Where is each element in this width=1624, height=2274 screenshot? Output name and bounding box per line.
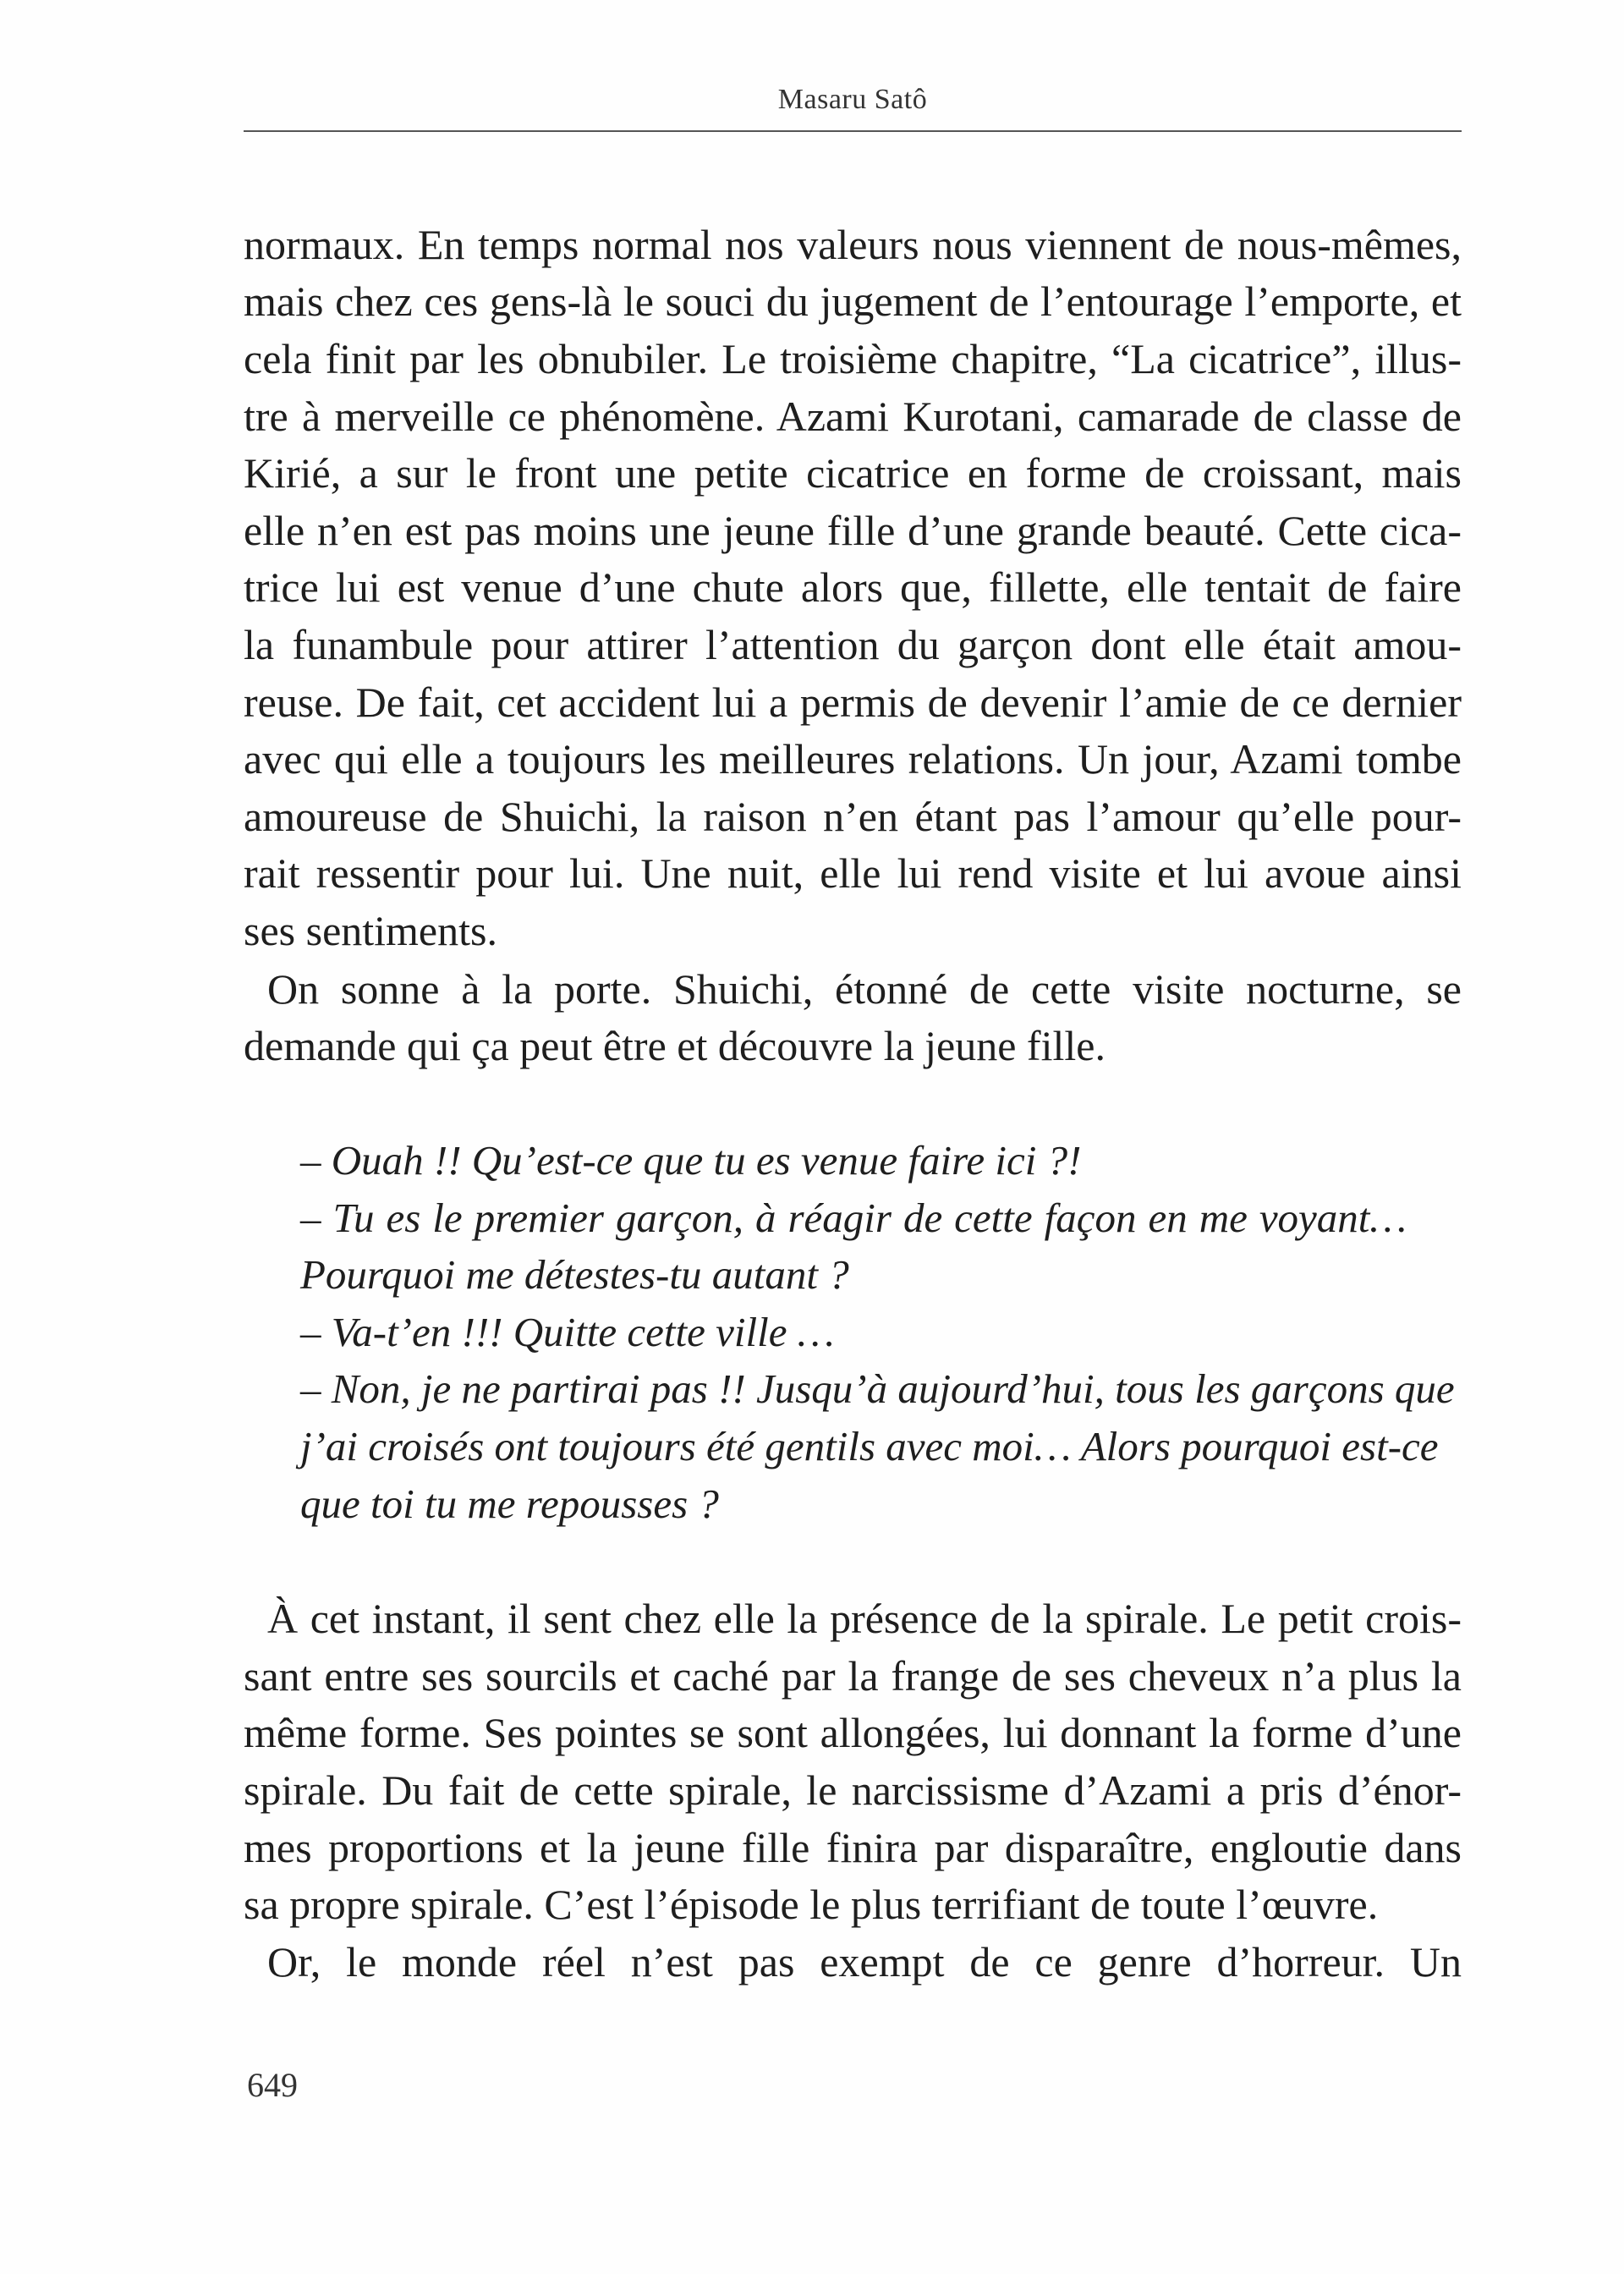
- text-line: Kirié, a sur le front une petite cicatrice en forme de croissant, mais: [244, 449, 1462, 497]
- text-line: On sonne à la porte. Shuichi, étonné de cette visite nocturne, se: [267, 965, 1462, 1013]
- text-line: amoureuse de Shuichi, la raison n’en étant pas l’amour qu’elle pour-: [244, 793, 1462, 840]
- text-line: elle n’en est pas moins une jeune fille d’une grande beauté. Cette cica-: [244, 507, 1462, 554]
- running-head-author: Masaru Satô: [777, 84, 928, 115]
- text-line: mais chez ces gens-là le souci du jugement de l’entourage l’emporte, et: [244, 277, 1462, 325]
- dialogue-line: j’ai croisés ont toujours été gentils avec moi… Alors pourquoi est-ce: [300, 1423, 1439, 1469]
- dialogue-line: que toi tu me repousses ?: [300, 1480, 719, 1527]
- dialogue-line: – Non, je ne partirai pas !! Jusqu’à aujourd’hui, tous les garçons que: [300, 1365, 1455, 1412]
- text-line: rait ressentir pour lui. Une nuit, elle lui rend visite et lui avoue ainsi: [244, 849, 1462, 897]
- text-line: avec qui elle a toujours les meilleures relations. Un jour, Azami tombe: [244, 735, 1462, 783]
- text-line: sa propre spirale. C’est l’épisode le plus terrifiant de toute l’œuvre.: [244, 1881, 1379, 1928]
- text-line: sant entre ses sourcils et caché par la frange de ses cheveux n’a plus la: [244, 1652, 1462, 1700]
- dialogue-line: – Ouah !! Qu’est-ce que tu es venue faire ici ?!: [300, 1137, 1082, 1184]
- text-line: demande qui ça peut être et découvre la jeune fille.: [244, 1022, 1106, 1069]
- text-line: reuse. De fait, cet accident lui a permis de devenir l’amie de ce dernier: [244, 678, 1462, 726]
- text-line: trice lui est venue d’une chute alors que, fillette, elle tentait de faire: [244, 563, 1462, 611]
- text-line: normaux. En temps normal nos valeurs nous viennent de nous-mêmes,: [244, 221, 1462, 268]
- text-line: ses sentiments.: [244, 907, 497, 954]
- text-line: Or, le monde réel n’est pas exempt de ce genre d’horreur. Un: [267, 1938, 1462, 1986]
- dialogue-line: – Va-t’en !!! Quitte cette ville …: [300, 1309, 835, 1355]
- header-rule: [244, 130, 1462, 132]
- text-line: même forme. Ses pointes se sont allongées, lui donnant la forme d’une: [244, 1709, 1462, 1756]
- dialogue-line: – Tu es le premier garçon, à réagir de cette façon en me voyant…: [300, 1195, 1407, 1241]
- text-line: tre à merveille ce phénomène. Azami Kurotani, camarade de classe de: [244, 393, 1462, 440]
- text-line: mes proportions et la jeune fille finira par disparaître, engloutie dans: [244, 1824, 1462, 1871]
- text-line: spirale. Du fait de cette spirale, le narcissisme d’Azami a pris d’énor-: [244, 1766, 1462, 1814]
- text-line: À cet instant, il sent chez elle la présence de la spirale. Le petit crois-: [267, 1595, 1462, 1642]
- page-number: 649: [247, 2066, 298, 2104]
- dialogue-line: Pourquoi me détestes-tu autant ?: [300, 1251, 849, 1298]
- text-line: cela finit par les obnubiler. Le troisième chapitre, “La cicatrice”, illus-: [244, 335, 1462, 382]
- text-line: la funambule pour attirer l’attention du garçon dont elle était amou-: [244, 621, 1462, 668]
